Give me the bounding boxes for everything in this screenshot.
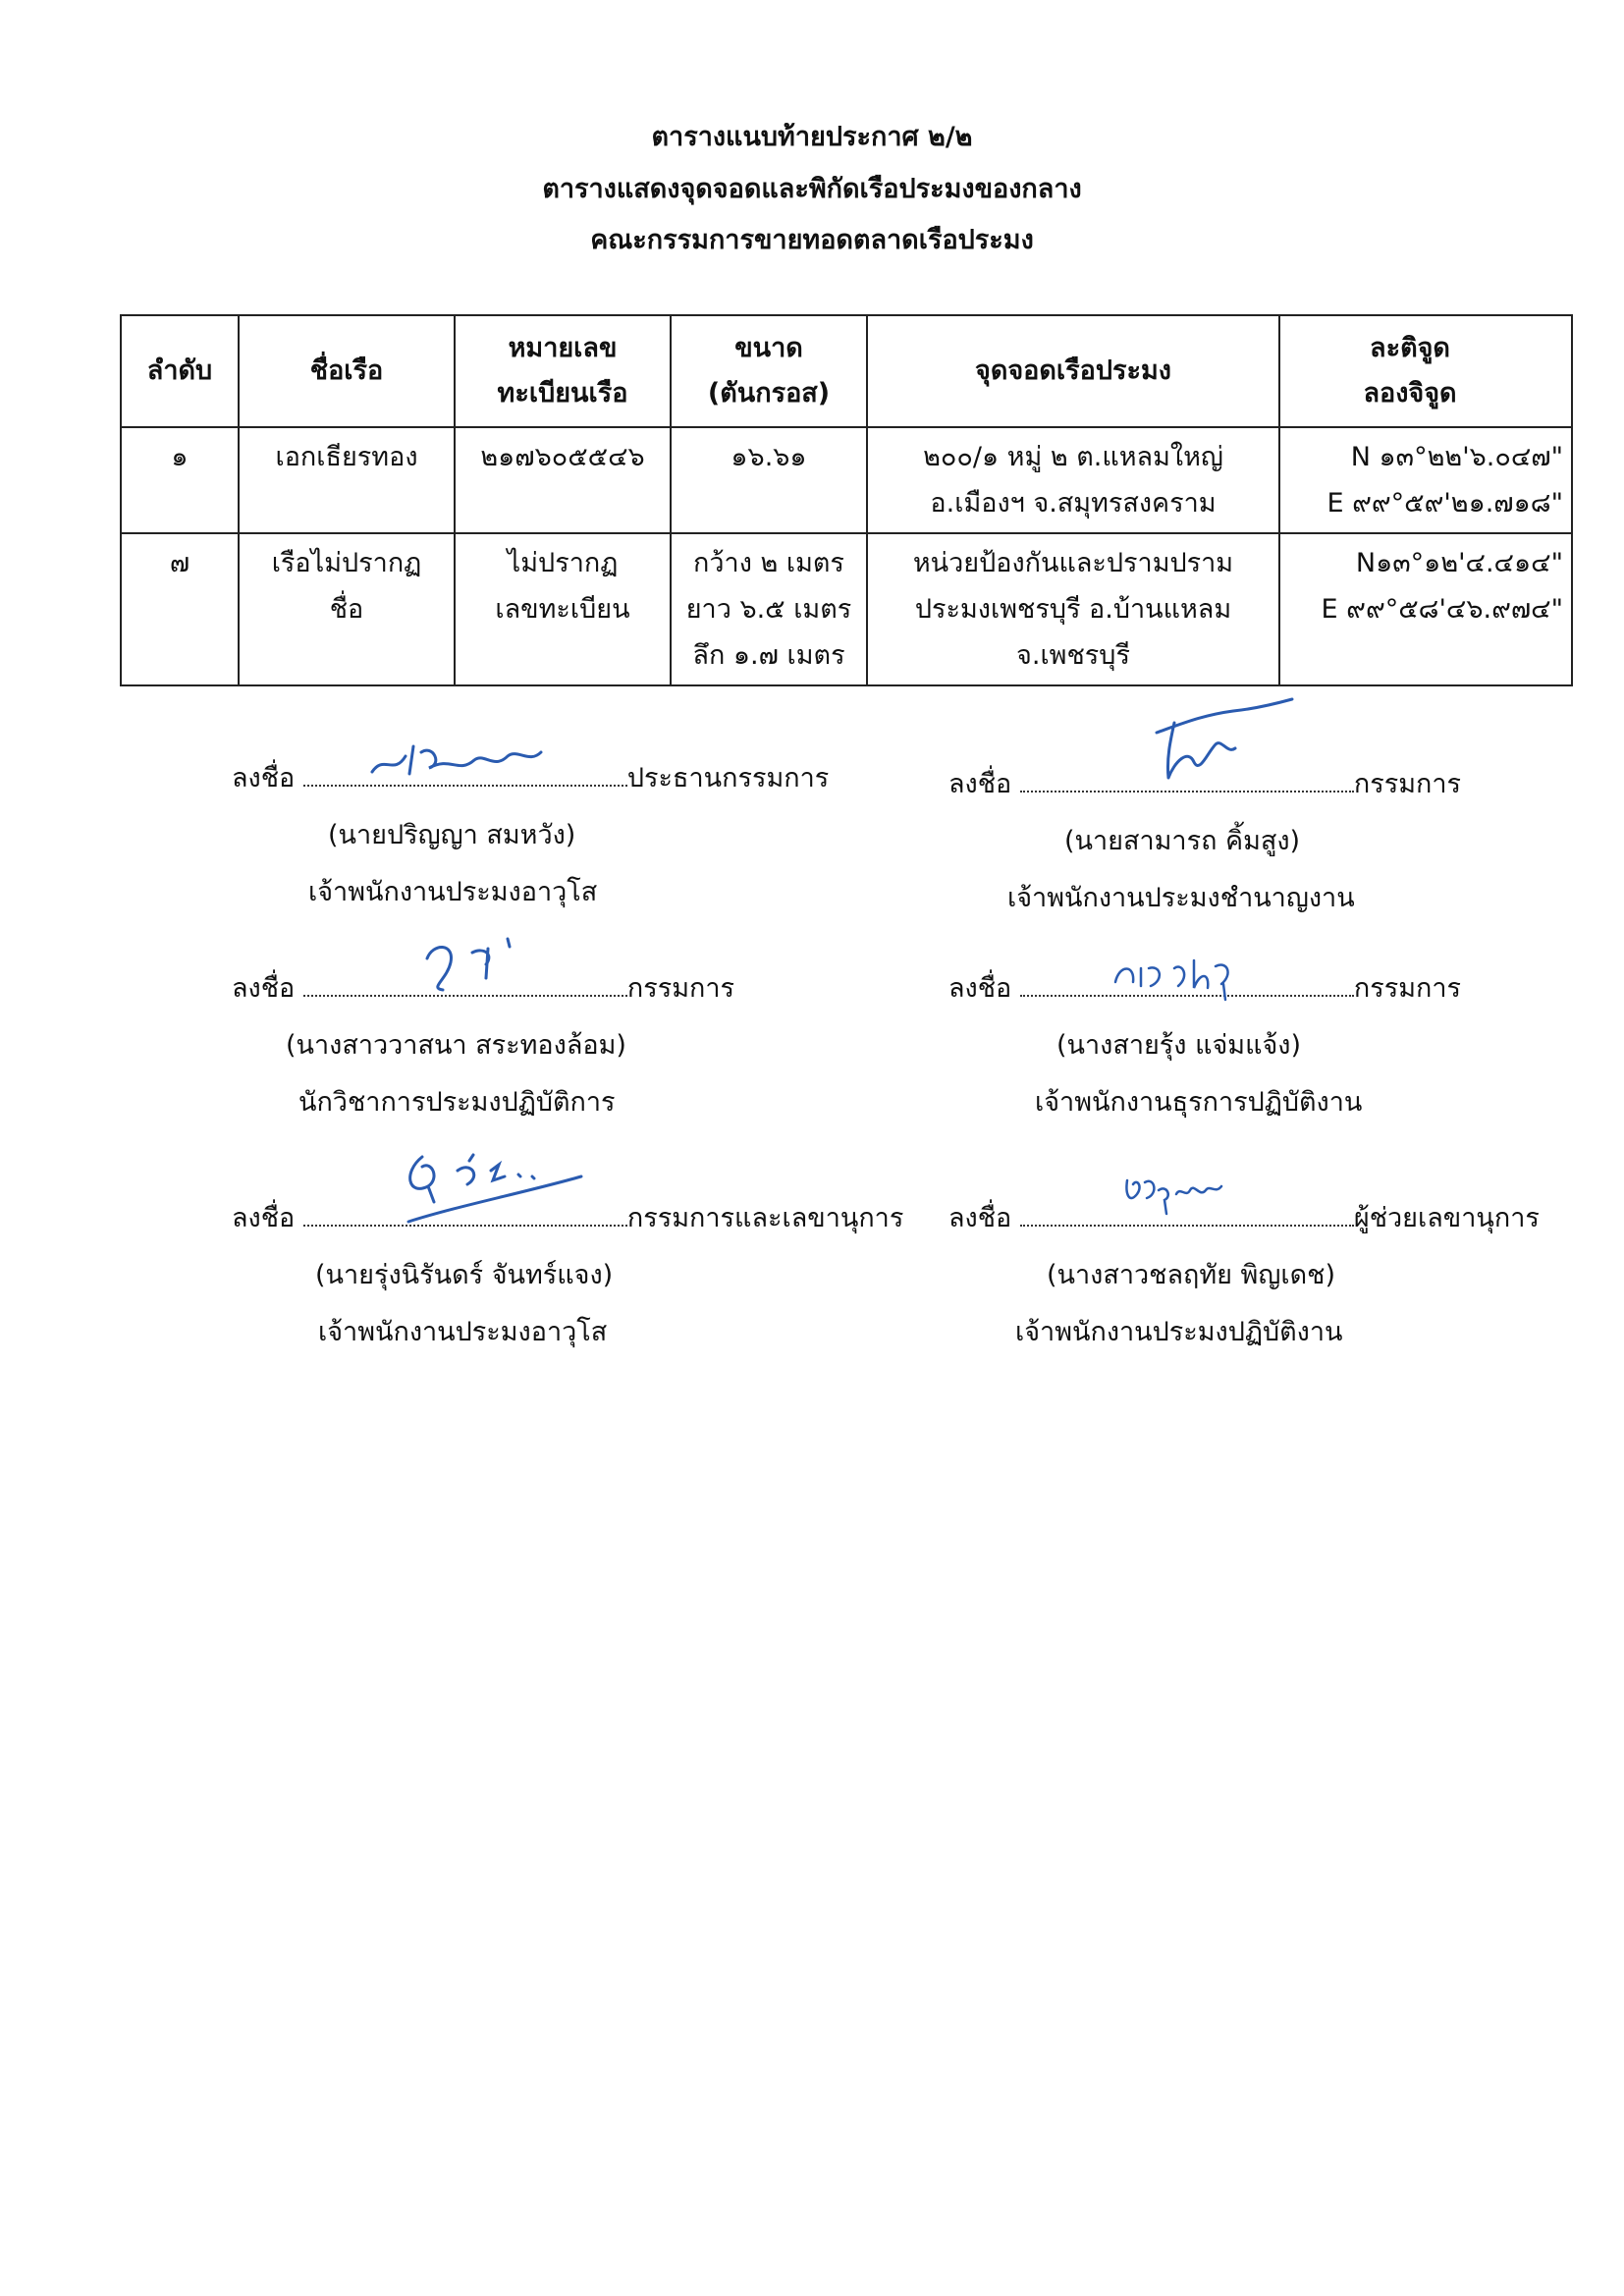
handwritten-signature <box>389 1137 585 1226</box>
cell-no: ๑ <box>121 427 239 533</box>
table-header-row <box>121 315 1572 427</box>
signature-role: กรรมการและเลขานุการ <box>626 1203 904 1233</box>
cell-no: ๗ <box>121 533 239 685</box>
signature-block-member-2 <box>232 966 860 1133</box>
cell-registration: ไม่ปรากฏ เลขทะเบียน <box>455 533 671 685</box>
cell-boat-name: เรือไม่ปรากฏ ชื่อ <box>239 533 455 685</box>
sign-label: ลงชื่อ <box>232 1203 296 1233</box>
signatory-position: เจ้าพนักงานประมงชำนาญงาน <box>1007 883 1355 913</box>
signature-role: กรรมการ <box>626 973 735 1004</box>
header-registration: หมายเลข ทะเบียนเรือ <box>455 315 671 427</box>
cell-boat-name: เอกเธียรทอง <box>239 427 455 533</box>
signature-role: กรรมการ <box>1353 769 1462 799</box>
header-coordinates: ละติจูด ลองจิจูด <box>1279 315 1572 427</box>
signatory-name: (นางสาวชลฤทัย พิญเดช) <box>1047 1260 1335 1290</box>
header-boat-name: ชื่อเรือ <box>239 315 455 427</box>
signatory-name: (นายรุ่งนิรันดร์ จันทร์แจง) <box>315 1260 614 1290</box>
document-title: ตารางแนบท้ายประกาศ ๒/๒ <box>651 122 973 152</box>
cell-location: หน่วยป้องกันและปรามปราม ประมงเพชรบุรี อ.บ้านแหลม จ.เพชรบุรี <box>867 533 1279 685</box>
signature-block-chairman <box>232 756 860 923</box>
signatory-position: เจ้าพนักงานประมงอาวุโส <box>318 1317 608 1347</box>
signatory-position: เจ้าพนักงานธุรการปฏิบัติงาน <box>1035 1087 1363 1118</box>
signature-block-assistant-secretary <box>948 1196 1577 1363</box>
sign-label: ลงชื่อ <box>232 973 296 1004</box>
sign-label: ลงชื่อ <box>948 769 1012 799</box>
sign-label: ลงชื่อ <box>232 763 296 793</box>
cell-size: กว้าง ๒ เมตร ยาว ๖.๕ เมตร ลึก ๑.๗ เมตร <box>671 533 867 685</box>
signatory-name: (นางสายรุ้ง แจ่มแจ้ง) <box>1056 1030 1302 1061</box>
signature-block-secretary <box>232 1196 939 1363</box>
boat-table <box>120 314 1573 686</box>
cell-coordinates: N๑๓°๑๒'๔.๔๑๔" E ๙๙°๕๘'๔๖.๙๗๔" <box>1279 533 1572 685</box>
committee-name: คณะกรรมการขายทอดตลาดเรือประมง <box>590 225 1034 255</box>
signatory-position: นักวิชาการประมงปฏิบัติการ <box>298 1087 616 1118</box>
document-subtitle: ตารางแสดงจุดจอดและพิกัดเรือประมงของกลาง <box>542 174 1082 204</box>
signatory-name: (นายปริญญา สมหวัง) <box>328 820 576 850</box>
signatory-position: เจ้าพนักงานประมงปฏิบัติงาน <box>1015 1317 1343 1347</box>
sign-label: ลงชื่อ <box>948 973 1012 1004</box>
table-row <box>121 427 1572 533</box>
handwritten-signature <box>413 929 541 998</box>
signature-role: ผู้ช่วยเลขานุการ <box>1353 1203 1540 1233</box>
header-location: จุดจอดเรือประมง <box>867 315 1279 427</box>
signature-role: ประธานกรรมการ <box>626 763 830 793</box>
signatory-name: (นางสาววาสนา สระทองล้อม) <box>286 1030 626 1061</box>
handwritten-signature <box>1145 693 1302 792</box>
table-row <box>121 533 1572 685</box>
cell-coordinates: N ๑๓°๒๒'๖.๐๔๗" E ๙๙°๕๙'๒๑.๗๑๘" <box>1279 427 1572 533</box>
signatory-position: เจ้าพนักงานประมงอาวุโส <box>308 877 598 907</box>
sign-label: ลงชื่อ <box>948 1203 1012 1233</box>
cell-size: ๑๖.๖๑ <box>671 427 867 533</box>
signature-block-member-1 <box>948 762 1538 929</box>
handwritten-signature <box>1115 1165 1233 1224</box>
header-size: ขนาด (ตันกรอส) <box>671 315 867 427</box>
handwritten-signature <box>364 735 561 793</box>
cell-registration: ๒๑๗๖๐๕๕๔๖ <box>455 427 671 533</box>
cell-location: ๒๐๐/๑ หมู่ ๒ ต.แหลมใหญ่ อ.เมืองฯ จ.สมุทรสงคราม <box>867 427 1279 533</box>
handwritten-signature <box>1106 943 1253 1002</box>
signature-block-member-3 <box>948 966 1538 1133</box>
header-no: ลำดับ <box>121 315 239 427</box>
signature-role: กรรมการ <box>1353 973 1462 1004</box>
signatory-name: (นายสามารถ คิ้มสูง) <box>1064 826 1301 856</box>
